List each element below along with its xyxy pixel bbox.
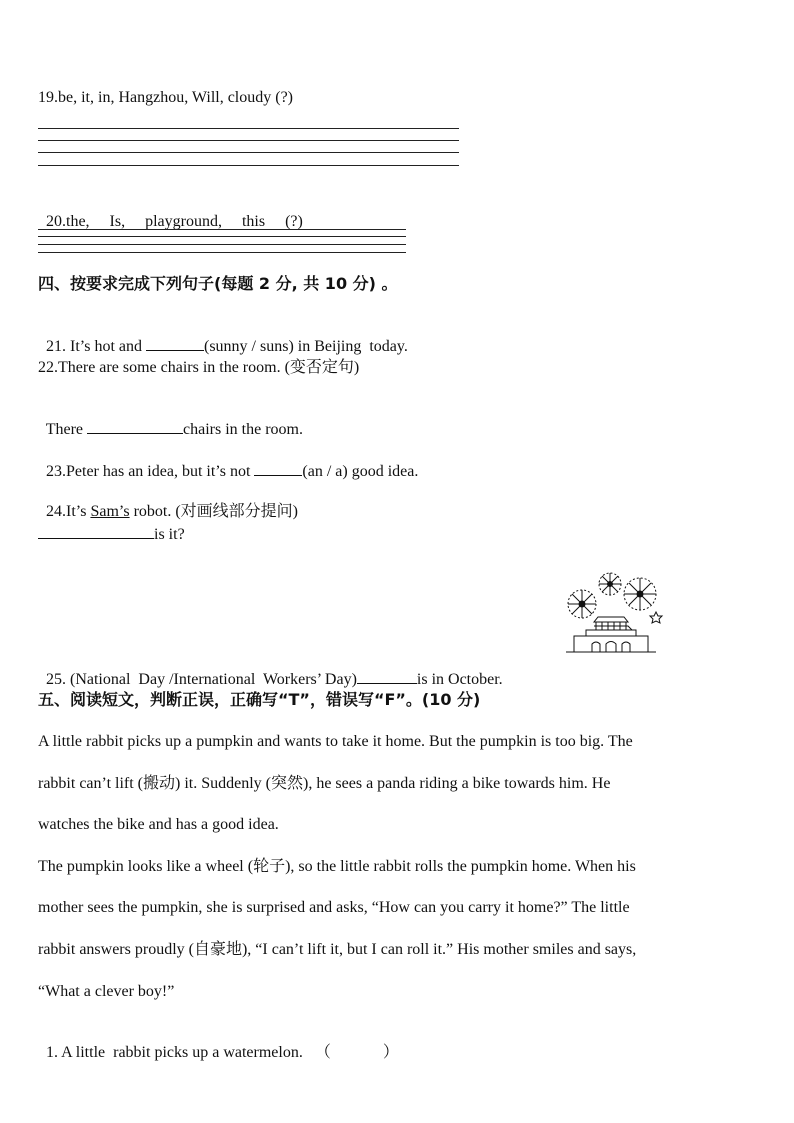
answer-line[interactable] — [38, 152, 459, 153]
question-23: 23.Peter has an idea, but it’s not (an / a) good idea. — [46, 463, 419, 480]
section-5-heading: 五、阅读短文，判断正误，正确写“T”，错误写“F”。(10 分) — [38, 690, 481, 709]
question-22: 22.There are some chairs in the room. (变否定句) — [38, 359, 360, 376]
answer-blank[interactable] — [146, 336, 204, 351]
answer-blank[interactable] — [87, 419, 183, 434]
question-24: 24.It’s Sam’s robot. (对画线部分提问) — [46, 503, 299, 520]
passage-line: rabbit can’t lift (搬动) it. Suddenly (突然), he sees a panda riding a bike towards him. He — [38, 775, 611, 792]
question-number: 23. — [46, 463, 66, 480]
question-22-answer: There chairs in the room. — [45, 421, 303, 438]
passage-line: mother sees the pumpkin, she is surprised and asks, “How can you carry it home?” The little — [38, 899, 630, 916]
firework-icon — [599, 573, 621, 595]
underlined-word: Sam’s — [90, 503, 130, 520]
answer-line[interactable] — [38, 165, 459, 166]
answer-paren-close: ） — [382, 1044, 399, 1061]
section-4-heading: 四、按要求完成下列句子(每题 2 分, 共 10 分) 。 — [38, 274, 398, 293]
question-words: be, it, in, Hangzhou, Will, cloudy (?) — [58, 89, 294, 106]
question-25: 25. (National Day /International Workers’ Day) is in October. — [46, 671, 503, 688]
answer-line[interactable] — [38, 252, 406, 253]
question-number: 25. — [46, 671, 66, 688]
passage-line: “What a clever boy!” — [38, 983, 175, 1000]
answer-line[interactable] — [38, 140, 459, 141]
question-words: the, Is, playground, this (?) — [66, 213, 303, 230]
question-number: 19. — [38, 89, 58, 106]
passage-line: The pumpkin looks like a wheel (轮子), so the little rabbit rolls the pumpkin home. When his — [38, 858, 636, 875]
question-21: 21. It’s hot and (sunny / suns) in Beijing today. — [46, 338, 408, 355]
answer-line[interactable] — [38, 236, 406, 237]
question-20 — [38, 192, 303, 232]
question-number: 24. — [46, 503, 66, 520]
question-number: 22. — [38, 359, 58, 376]
answer-paren-open: （ — [314, 1044, 331, 1061]
answer-blank[interactable] — [254, 461, 302, 476]
firework-icon — [568, 590, 596, 618]
firework-icon — [624, 578, 656, 610]
question-19 — [38, 88, 293, 108]
passage-line: rabbit answers proudly (自豪地), “I can’t lift it, but I can roll it.” His mother smiles and says, — [38, 941, 637, 958]
answer-line[interactable] — [38, 229, 406, 230]
answer-blank[interactable] — [38, 524, 154, 539]
answer-blank[interactable] — [357, 669, 417, 684]
tiananmen-fireworks-illustration — [556, 570, 666, 662]
answer-line[interactable] — [38, 244, 406, 245]
passage-line: watches the bike and has a good idea. — [38, 816, 279, 833]
answer-line[interactable] — [38, 128, 459, 129]
question-number: 21. — [46, 338, 66, 355]
question-number: 20. — [46, 213, 66, 230]
passage-line: A little rabbit picks up a pumpkin and wants to take it home. But the pumpkin is too big. The — [38, 733, 633, 750]
true-false-item-1: 1. A little rabbit picks up a watermelon. （ ） — [46, 1044, 399, 1061]
question-24-answer: is it? — [38, 524, 185, 545]
gate-building-icon — [566, 617, 656, 652]
